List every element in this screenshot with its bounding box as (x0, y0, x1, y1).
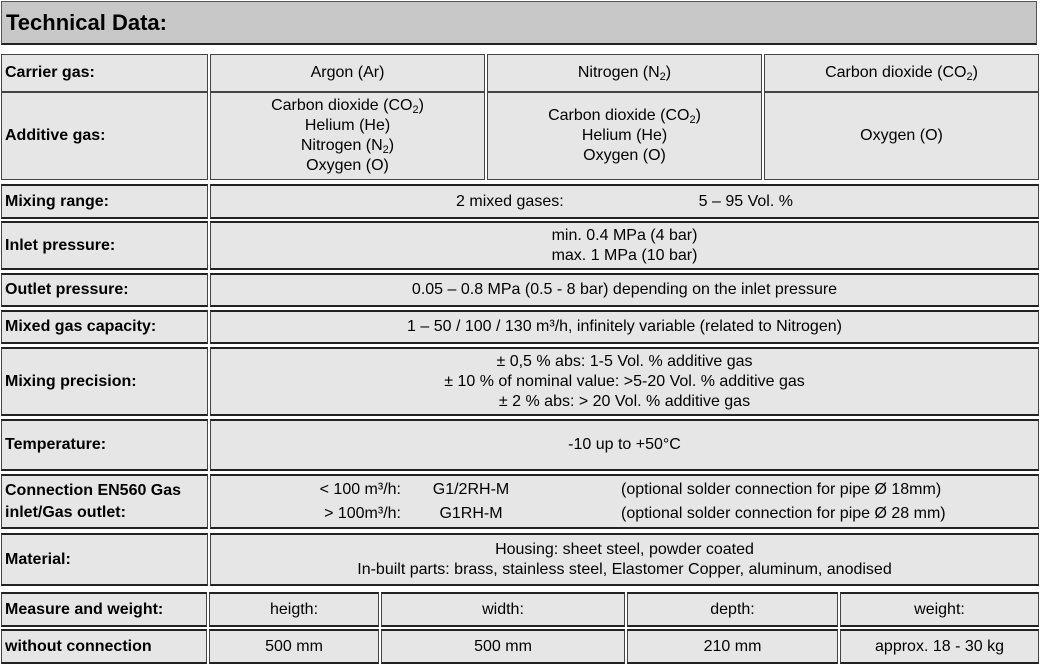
material-parts: In-built parts: brass, stainless steel, Elastomer Copper, aluminum, anodised (357, 560, 892, 578)
inlet-pressure-row (1, 221, 1039, 270)
additive-col1 (210, 92, 485, 180)
measure-depth-header: depth: (627, 592, 838, 627)
outlet-pressure-label: Outlet pressure: (1, 273, 208, 307)
measure-width-header: width: (381, 592, 625, 627)
connection-flow: < 100 m³/h: (319, 480, 401, 498)
mixing-range-percent: 5 – 95 Vol. % (698, 192, 793, 210)
connection-line-1 (211, 478, 1038, 502)
carrier-co2 (764, 54, 1039, 92)
connection-value (210, 474, 1039, 529)
precision-line-1: ± 0,5 % abs: 1-5 Vol. % additive gas (496, 352, 753, 370)
additive-oxygen: Oxygen (O) (583, 147, 666, 164)
material-housing: Housing: sheet steel, powder coated (495, 540, 754, 558)
connection-row (1, 474, 1039, 529)
connection-label: Connection EN560 Gas inlet/Gas outlet: (1, 474, 208, 529)
measure-header-row (1, 592, 1039, 627)
additive-col3: Oxygen (O) (764, 92, 1039, 180)
outlet-pressure-value: 0.05 – 0.8 MPa (0.5 - 8 bar) depending on the inlet pressure (210, 273, 1039, 307)
mixing-range-gases: 2 mixed gases: (456, 192, 564, 210)
material-value (210, 533, 1039, 586)
mixing-range-row (1, 184, 1039, 219)
inlet-pressure-value (210, 221, 1039, 270)
height-value: 500 mm (209, 629, 379, 664)
carrier-nitrogen-close: ) (665, 64, 672, 81)
temperature-label: Temperature: (1, 419, 208, 471)
carrier-gas-label: Carrier gas: (1, 54, 208, 92)
subscript: 2 (659, 71, 666, 83)
weight-value: approx. 18 - 30 kg (840, 629, 1039, 664)
additive-co2-close: ) (695, 107, 701, 124)
measure-label: Measure and weight: (1, 592, 207, 627)
measure-values-row (1, 629, 1039, 664)
connection-note: (optional solder connection for pipe Ø 18mm) (621, 480, 942, 498)
carrier-co2-close: ) (972, 64, 978, 81)
inlet-max: max. 1 MPa (10 bar) (551, 246, 698, 264)
material-label: Material: (1, 533, 208, 586)
precision-line-3: ± 2 % abs: > 20 Vol. % additive gas (498, 392, 751, 410)
precision-line-2: ± 10 % of nominal value: >5-20 Vol. % additive gas (444, 372, 805, 390)
additive-col2 (487, 92, 762, 180)
carrier-nitrogen (487, 54, 762, 92)
carrier-argon: Argon (Ar) (210, 54, 485, 92)
additive-nitrogen-text: Nitrogen (N (300, 137, 383, 154)
inlet-pressure-label: Inlet pressure: (1, 221, 208, 270)
connection-thread: G1RH-M (439, 504, 503, 522)
subscript: 2 (412, 104, 419, 116)
outlet-pressure-row (1, 273, 1039, 307)
connection-flow: > 100m³/h: (324, 504, 401, 522)
capacity-label: Mixed gas capacity: (1, 310, 208, 344)
inlet-min: min. 0.4 MPa (4 bar) (551, 226, 698, 244)
subscript: 2 (966, 71, 973, 83)
connection-line-2 (211, 502, 1038, 526)
capacity-value: 1 – 50 / 100 / 130 m³/h, infinitely variable (related to Nitrogen) (210, 310, 1039, 344)
capacity-row (1, 310, 1039, 344)
additive-co2-text: Carbon dioxide (CO (548, 107, 690, 124)
additive-nitrogen-close: ) (388, 137, 395, 154)
additive-helium: Helium (He) (581, 127, 668, 144)
subscript: 2 (382, 144, 389, 156)
measure-weight-header: weight: (840, 592, 1039, 627)
additive-co2-close: ) (418, 97, 424, 114)
additive-helium: Helium (He) (304, 117, 391, 134)
carrier-nitrogen-text: Nitrogen (N (577, 64, 660, 81)
connection-note: (optional solder connection for pipe Ø 28 mm) (621, 504, 946, 522)
additive-gas-label: Additive gas: (1, 92, 208, 180)
temperature-value: -10 up to +50°C (210, 419, 1039, 471)
material-row (1, 533, 1039, 586)
connection-thread: G1/2RH-M (432, 480, 510, 498)
mixing-range-value (210, 184, 1039, 219)
page-title: Technical Data: (1, 1, 1037, 45)
carrier-gas-row (1, 54, 1039, 92)
without-connection-label: without connection (1, 629, 207, 664)
mixing-range-label: Mixing range: (1, 184, 208, 219)
width-value: 500 mm (381, 629, 625, 664)
depth-value: 210 mm (627, 629, 838, 664)
measure-height-header: heigth: (209, 592, 379, 627)
temperature-row (1, 419, 1039, 471)
precision-value (210, 347, 1039, 416)
subscript: 2 (689, 114, 696, 126)
additive-gas-row (1, 92, 1039, 180)
precision-row (1, 347, 1039, 416)
precision-label: Mixing precision: (1, 347, 208, 416)
additive-oxygen: Oxygen (O) (306, 157, 389, 174)
carrier-co2-text: Carbon dioxide (CO (825, 64, 967, 81)
additive-co2-text: Carbon dioxide (CO (271, 97, 413, 114)
